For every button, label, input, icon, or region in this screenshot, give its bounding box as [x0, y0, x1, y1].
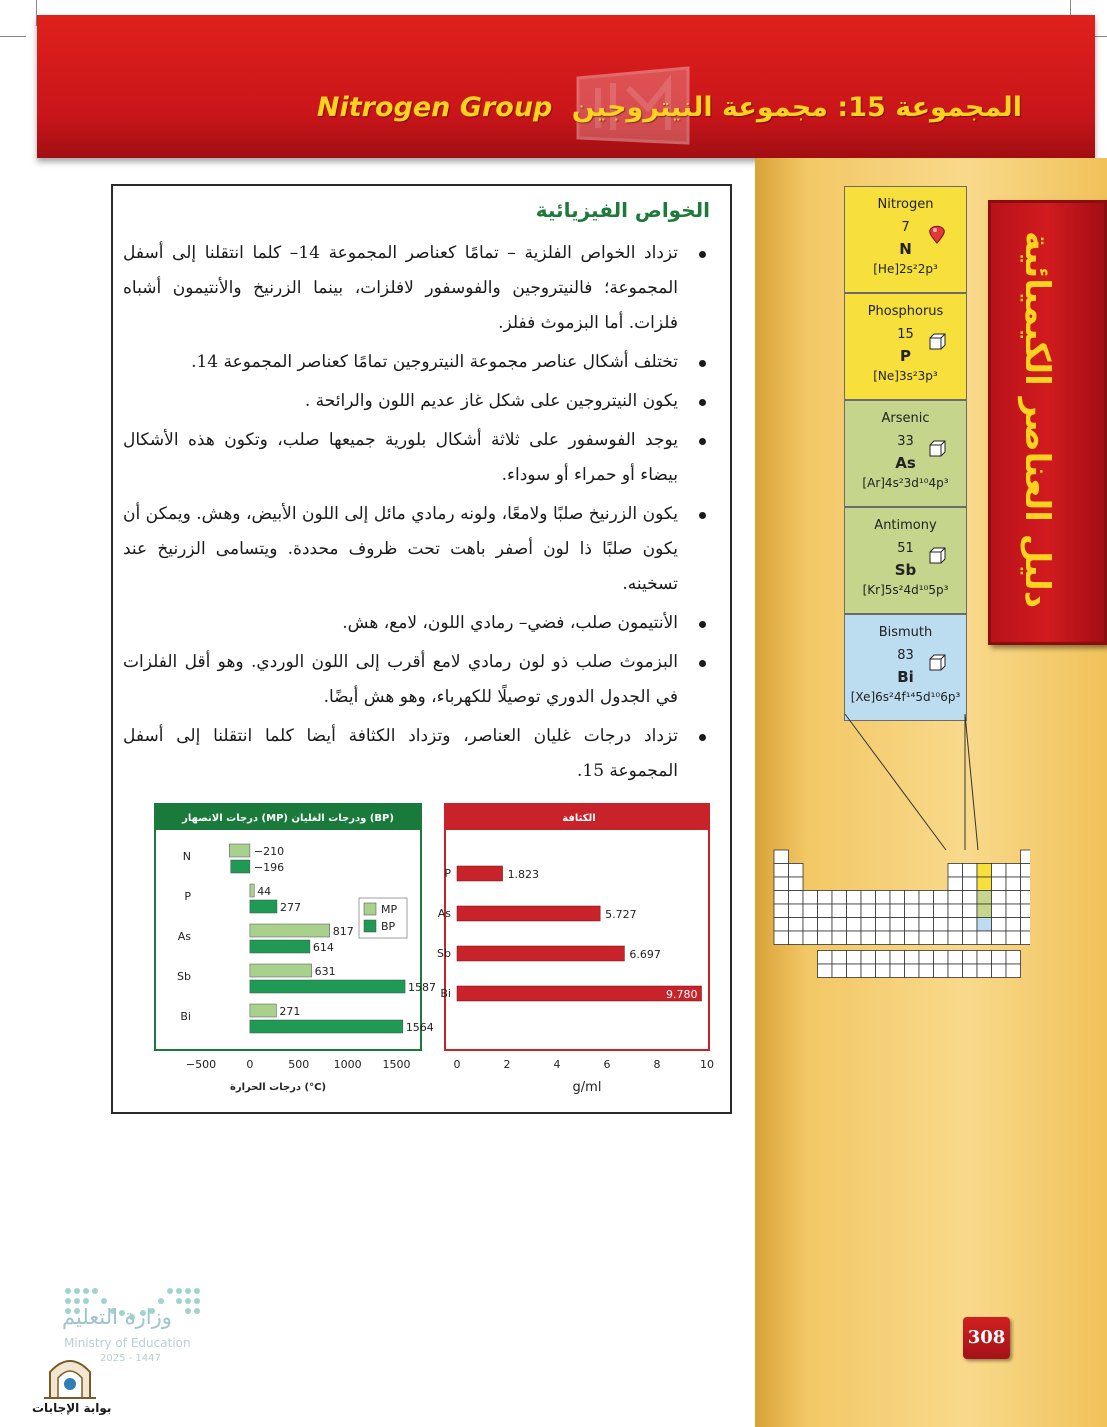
table-cell	[847, 951, 862, 965]
table-cell	[774, 904, 789, 918]
tick-label: 4	[553, 1058, 561, 1071]
element-number: 51	[897, 541, 914, 556]
table-cell	[977, 918, 992, 932]
table-cell	[1006, 891, 1021, 905]
table-cell	[861, 931, 876, 945]
table-cell	[876, 964, 891, 978]
table-cell	[948, 877, 963, 891]
element-symbol: N	[899, 240, 912, 258]
element-config: [Ne]3s²3p³	[873, 369, 938, 383]
table-cell	[803, 904, 818, 918]
table-cell	[1021, 931, 1031, 945]
category-label: As	[177, 930, 191, 943]
table-cell	[963, 877, 978, 891]
pointer-line	[845, 714, 946, 850]
bullet-text: يوجد الفوسفور على ثلاثة أشكال بلورية جميعها صلب، وتكون هذه الأشكال بيضاء أو حمراء أو سوداء.	[123, 430, 678, 485]
table-cell	[948, 891, 963, 905]
element-card-nitrogen	[844, 186, 967, 293]
table-cell	[977, 877, 992, 891]
bar-mp	[250, 884, 254, 897]
header-banner	[37, 15, 1095, 158]
bar-mp	[250, 1004, 276, 1017]
element-symbol: Bi	[897, 668, 914, 686]
table-cell	[992, 891, 1007, 905]
element-number: 33	[897, 434, 914, 449]
bullet-item	[123, 645, 710, 715]
table-cell	[818, 931, 833, 945]
bar-bp	[250, 900, 277, 913]
bullet-dot	[699, 621, 706, 628]
table-cell	[948, 931, 963, 945]
table-cell	[1021, 904, 1031, 918]
table-cell	[876, 904, 891, 918]
element-symbol: As	[895, 454, 916, 472]
data-label: 6.697	[629, 948, 661, 961]
element-name: Arsenic	[881, 411, 930, 426]
table-cell	[832, 951, 847, 965]
table-cell	[861, 891, 876, 905]
bullet-text: تزداد درجات غليان العناصر، وتزداد الكثافة أيضا كلما انتقلنا إلى أسفل المجموعة 15.	[123, 726, 678, 781]
data-label: −210	[253, 845, 285, 858]
table-cell	[1006, 964, 1021, 978]
table-cell	[905, 931, 920, 945]
section-heading: الخواص الفيزيائية	[535, 198, 710, 222]
table-cell	[948, 951, 963, 965]
table-cell	[1021, 850, 1031, 864]
table-cell	[977, 931, 992, 945]
bullet-item	[123, 719, 710, 789]
table-cell	[847, 918, 862, 932]
bar-bp	[250, 980, 405, 993]
category-label: As	[437, 907, 451, 920]
table-cell	[919, 918, 934, 932]
legend-swatch	[364, 903, 376, 915]
table-cell	[992, 951, 1007, 965]
chart-frame	[445, 804, 709, 1050]
table-cell	[774, 850, 789, 864]
data-label: −196	[253, 861, 285, 874]
table-cell	[1006, 951, 1021, 965]
bullet-dot	[699, 438, 706, 445]
bar-mp	[250, 924, 330, 937]
data-label: 9.780	[666, 988, 698, 1001]
table-cell	[832, 891, 847, 905]
table-cell	[832, 918, 847, 932]
table-cell	[963, 951, 978, 965]
legend-swatch	[364, 920, 376, 932]
bar-bp	[250, 940, 310, 953]
bullet-dot	[699, 734, 706, 741]
table-cell	[1021, 918, 1031, 932]
bullet-dot	[699, 251, 706, 258]
table-cell	[832, 964, 847, 978]
portal-name: بوابة الإجابات	[32, 1401, 112, 1415]
bar-mp	[250, 964, 312, 977]
page-title	[317, 92, 1022, 123]
element-card-arsenic	[844, 400, 967, 507]
data-label: 5.727	[605, 908, 637, 921]
element-name: Phosphorus	[867, 304, 944, 319]
table-cell	[977, 904, 992, 918]
bullet-item	[123, 236, 710, 341]
table-cell	[876, 951, 891, 965]
tick-label: 2	[503, 1058, 511, 1071]
table-cell	[876, 931, 891, 945]
bullet-text: يكون النيتروجين على شكل غاز عديم اللون والرائحة .	[304, 391, 678, 411]
category-label: P	[444, 867, 451, 880]
data-label: 271	[279, 1005, 301, 1018]
table-cell	[1021, 877, 1031, 891]
tick-label: 10	[700, 1058, 714, 1071]
bullet-item	[123, 606, 710, 641]
ministry-year: 2025 - 1447	[100, 1353, 161, 1364]
table-cell	[934, 918, 949, 932]
data-label: 277	[279, 901, 301, 914]
table-cell	[963, 964, 978, 978]
data-label: 1.823	[507, 868, 540, 881]
table-cell	[1006, 877, 1021, 891]
table-cell	[934, 904, 949, 918]
table-cell	[789, 877, 804, 891]
bullet-dot	[699, 399, 706, 406]
element-number: 7	[901, 220, 910, 235]
tick-label: −500	[185, 1058, 217, 1071]
table-cell	[789, 931, 804, 945]
tick-label: 500	[288, 1058, 310, 1071]
table-cell	[803, 918, 818, 932]
density-chart	[423, 802, 721, 1102]
tick-label: 1000	[333, 1058, 362, 1071]
element-config: [Kr]5s²4d¹⁰5p³	[862, 583, 949, 597]
table-cell	[948, 864, 963, 878]
table-cell	[905, 964, 920, 978]
table-cell	[876, 918, 891, 932]
element-card-phosphorus	[844, 293, 967, 400]
table-cell	[992, 877, 1007, 891]
table-cell	[1006, 904, 1021, 918]
category-label: Sb	[437, 947, 451, 960]
solid-state-icon	[927, 438, 947, 458]
legend-label: BP	[381, 920, 396, 933]
table-cell	[963, 891, 978, 905]
table-cell	[919, 964, 934, 978]
table-cell	[934, 951, 949, 965]
table-cell	[992, 918, 1007, 932]
portal-logo-icon	[30, 1350, 110, 1427]
table-cell	[890, 931, 905, 945]
data-label: 614	[312, 941, 334, 954]
pointer-line	[965, 714, 978, 850]
bar-mp	[229, 844, 250, 857]
bar-density	[457, 946, 624, 961]
element-name: Antimony	[874, 518, 937, 533]
periodic-table-mini	[760, 700, 1030, 990]
table-cell	[1021, 891, 1031, 905]
data-label: 817	[332, 925, 354, 938]
table-cell	[789, 864, 804, 878]
page-title-ar: المجموعة 15: مجموعة النيتروجين	[571, 92, 1022, 123]
table-cell	[890, 964, 905, 978]
element-symbol: Sb	[894, 561, 917, 579]
category-label: N	[182, 850, 191, 863]
solid-state-icon	[927, 331, 947, 351]
table-cell	[905, 918, 920, 932]
table-cell	[1021, 864, 1031, 878]
bullet-list	[123, 236, 710, 793]
table-cell	[919, 931, 934, 945]
table-cell	[774, 864, 789, 878]
table-cell	[963, 931, 978, 945]
table-cell	[992, 931, 1007, 945]
tick-label: 6	[603, 1058, 611, 1071]
table-cell	[890, 891, 905, 905]
table-cell	[861, 918, 876, 932]
element-number: 15	[897, 327, 914, 342]
table-cell	[803, 931, 818, 945]
bar-density	[457, 986, 702, 1001]
table-cell	[861, 964, 876, 978]
table-cell	[934, 891, 949, 905]
element-config: [Xe]6s²4f¹⁴5d¹⁰6p³	[850, 690, 961, 704]
bar-bp	[250, 1020, 403, 1033]
table-cell	[789, 904, 804, 918]
ministry-name-ar: وزارة التعليم	[62, 1305, 172, 1329]
table-cell	[1006, 931, 1021, 945]
table-cell	[818, 964, 833, 978]
bullet-text: تختلف أشكال عناصر مجموعة النيتروجين تمامًا كعناصر المجموعة 14.	[191, 352, 678, 372]
table-cell	[774, 877, 789, 891]
table-cell	[963, 904, 978, 918]
table-cell	[818, 891, 833, 905]
solid-state-icon	[927, 652, 947, 672]
element-number: 83	[897, 648, 914, 663]
element-config: [Ar]4s²3d¹⁰4p³	[862, 476, 949, 490]
table-cell	[1006, 864, 1021, 878]
element-symbol: P	[900, 347, 911, 365]
element-config: [He]2s²2p³	[873, 262, 938, 276]
crop-mark	[0, 36, 26, 37]
table-cell	[789, 918, 804, 932]
table-cell	[934, 964, 949, 978]
bullet-item	[123, 384, 710, 419]
table-cell	[1006, 918, 1021, 932]
table-cell	[992, 904, 1007, 918]
category-label: Bi	[180, 1010, 191, 1023]
table-cell	[948, 918, 963, 932]
table-cell	[876, 891, 891, 905]
bullet-text: البزموث صلب ذو لون رمادي لامع أقرب إلى اللون الوردي. وهو أقل الفلزات في الجدول الدوري توصيلًا للكهرباء، وهو هش أيضًا.	[123, 652, 678, 707]
tick-label: 1500	[382, 1058, 411, 1071]
bullet-item	[123, 497, 710, 602]
table-cell	[934, 931, 949, 945]
table-cell	[818, 904, 833, 918]
table-cell	[948, 964, 963, 978]
bar-density	[457, 906, 600, 921]
element-card-antimony	[844, 507, 967, 614]
table-cell	[890, 918, 905, 932]
axis-label: درجات الحرارة (°C)	[229, 1082, 327, 1093]
table-cell	[847, 931, 862, 945]
tick-label: 8	[653, 1058, 661, 1071]
table-cell	[847, 891, 862, 905]
table-cell	[847, 904, 862, 918]
table-cell	[977, 951, 992, 965]
table-cell	[905, 891, 920, 905]
table-cell	[847, 964, 862, 978]
side-tab-title: دليل العناصر الكيميائية	[1017, 231, 1057, 609]
table-cell	[992, 864, 1007, 878]
table-cell	[890, 904, 905, 918]
legend-label: MP	[381, 903, 398, 916]
table-cell	[861, 904, 876, 918]
solid-state-icon	[927, 545, 947, 565]
data-label: 1564	[405, 1021, 434, 1034]
table-cell	[832, 904, 847, 918]
table-cell	[774, 891, 789, 905]
data-label: 44	[257, 885, 272, 898]
table-cell	[963, 864, 978, 878]
table-cell	[818, 951, 833, 965]
table-cell	[803, 891, 818, 905]
element-name: Bismuth	[878, 625, 933, 640]
element-name: Nitrogen	[877, 197, 934, 212]
bullet-dot	[699, 660, 706, 667]
table-cell	[832, 931, 847, 945]
bar-bp	[231, 860, 250, 873]
table-cell	[774, 918, 789, 932]
gas-state-icon	[927, 224, 947, 244]
tick-label: 0	[453, 1058, 461, 1071]
chart-title: درجات الانصهار (MP) ودرجات الغليان (BP)	[182, 813, 394, 824]
page-number: 308	[963, 1317, 1010, 1359]
bullet-item	[123, 345, 710, 380]
bar-density	[457, 866, 503, 881]
data-label: 631	[314, 965, 336, 978]
content-box	[111, 184, 732, 1114]
table-cell	[905, 904, 920, 918]
table-cell	[977, 891, 992, 905]
table-cell	[905, 951, 920, 965]
ministry-name-en: Ministry of Education	[64, 1336, 191, 1350]
table-cell	[774, 931, 789, 945]
table-cell	[963, 918, 978, 932]
table-cell	[992, 964, 1007, 978]
table-cell	[919, 904, 934, 918]
bullet-text: يكون الزرنيخ صلبًا ولامعًا، ولونه رمادي مائل إلى اللون الأبيض، وهش. ويمكن أن يكون صلبًا ذا لون أصفر باهت تحت ظروف محددة. ويتسامى الزرنيخ عند تسخينه.	[123, 504, 678, 594]
table-cell	[861, 951, 876, 965]
category-label: Bi	[440, 987, 451, 1000]
data-label: 1587	[408, 981, 437, 994]
table-cell	[948, 904, 963, 918]
chart-title: الكثافة	[562, 813, 596, 824]
bullet-dot	[699, 512, 706, 519]
table-cell	[919, 891, 934, 905]
temperature-chart	[153, 802, 443, 1102]
table-cell	[890, 951, 905, 965]
table-cell	[919, 951, 934, 965]
tick-label: 0	[246, 1058, 254, 1071]
bullet-text: الأنتيمون صلب، فضي– رمادي اللون، لامع، هش.	[342, 613, 678, 633]
axis-label: g/ml	[572, 1080, 602, 1095]
bullet-text: تزداد الخواص الفلزية – تمامًا كعناصر المجموعة 14– كلما انتقلنا إلى أسفل المجموعة؛ فالنيتروجين والفوسفور لافلزات، بينما الزرنيخ والأنتيمون أشباه فلزات. أما البزموث ففلز.	[123, 243, 679, 333]
table-cell	[977, 864, 992, 878]
category-label: Sb	[177, 970, 191, 983]
table-cell	[789, 891, 804, 905]
table-cell	[977, 964, 992, 978]
category-label: P	[184, 890, 191, 903]
table-cell	[818, 918, 833, 932]
bullet-item	[123, 423, 710, 493]
bullet-dot	[699, 360, 706, 367]
page-title-en: Nitrogen Group	[316, 92, 553, 123]
